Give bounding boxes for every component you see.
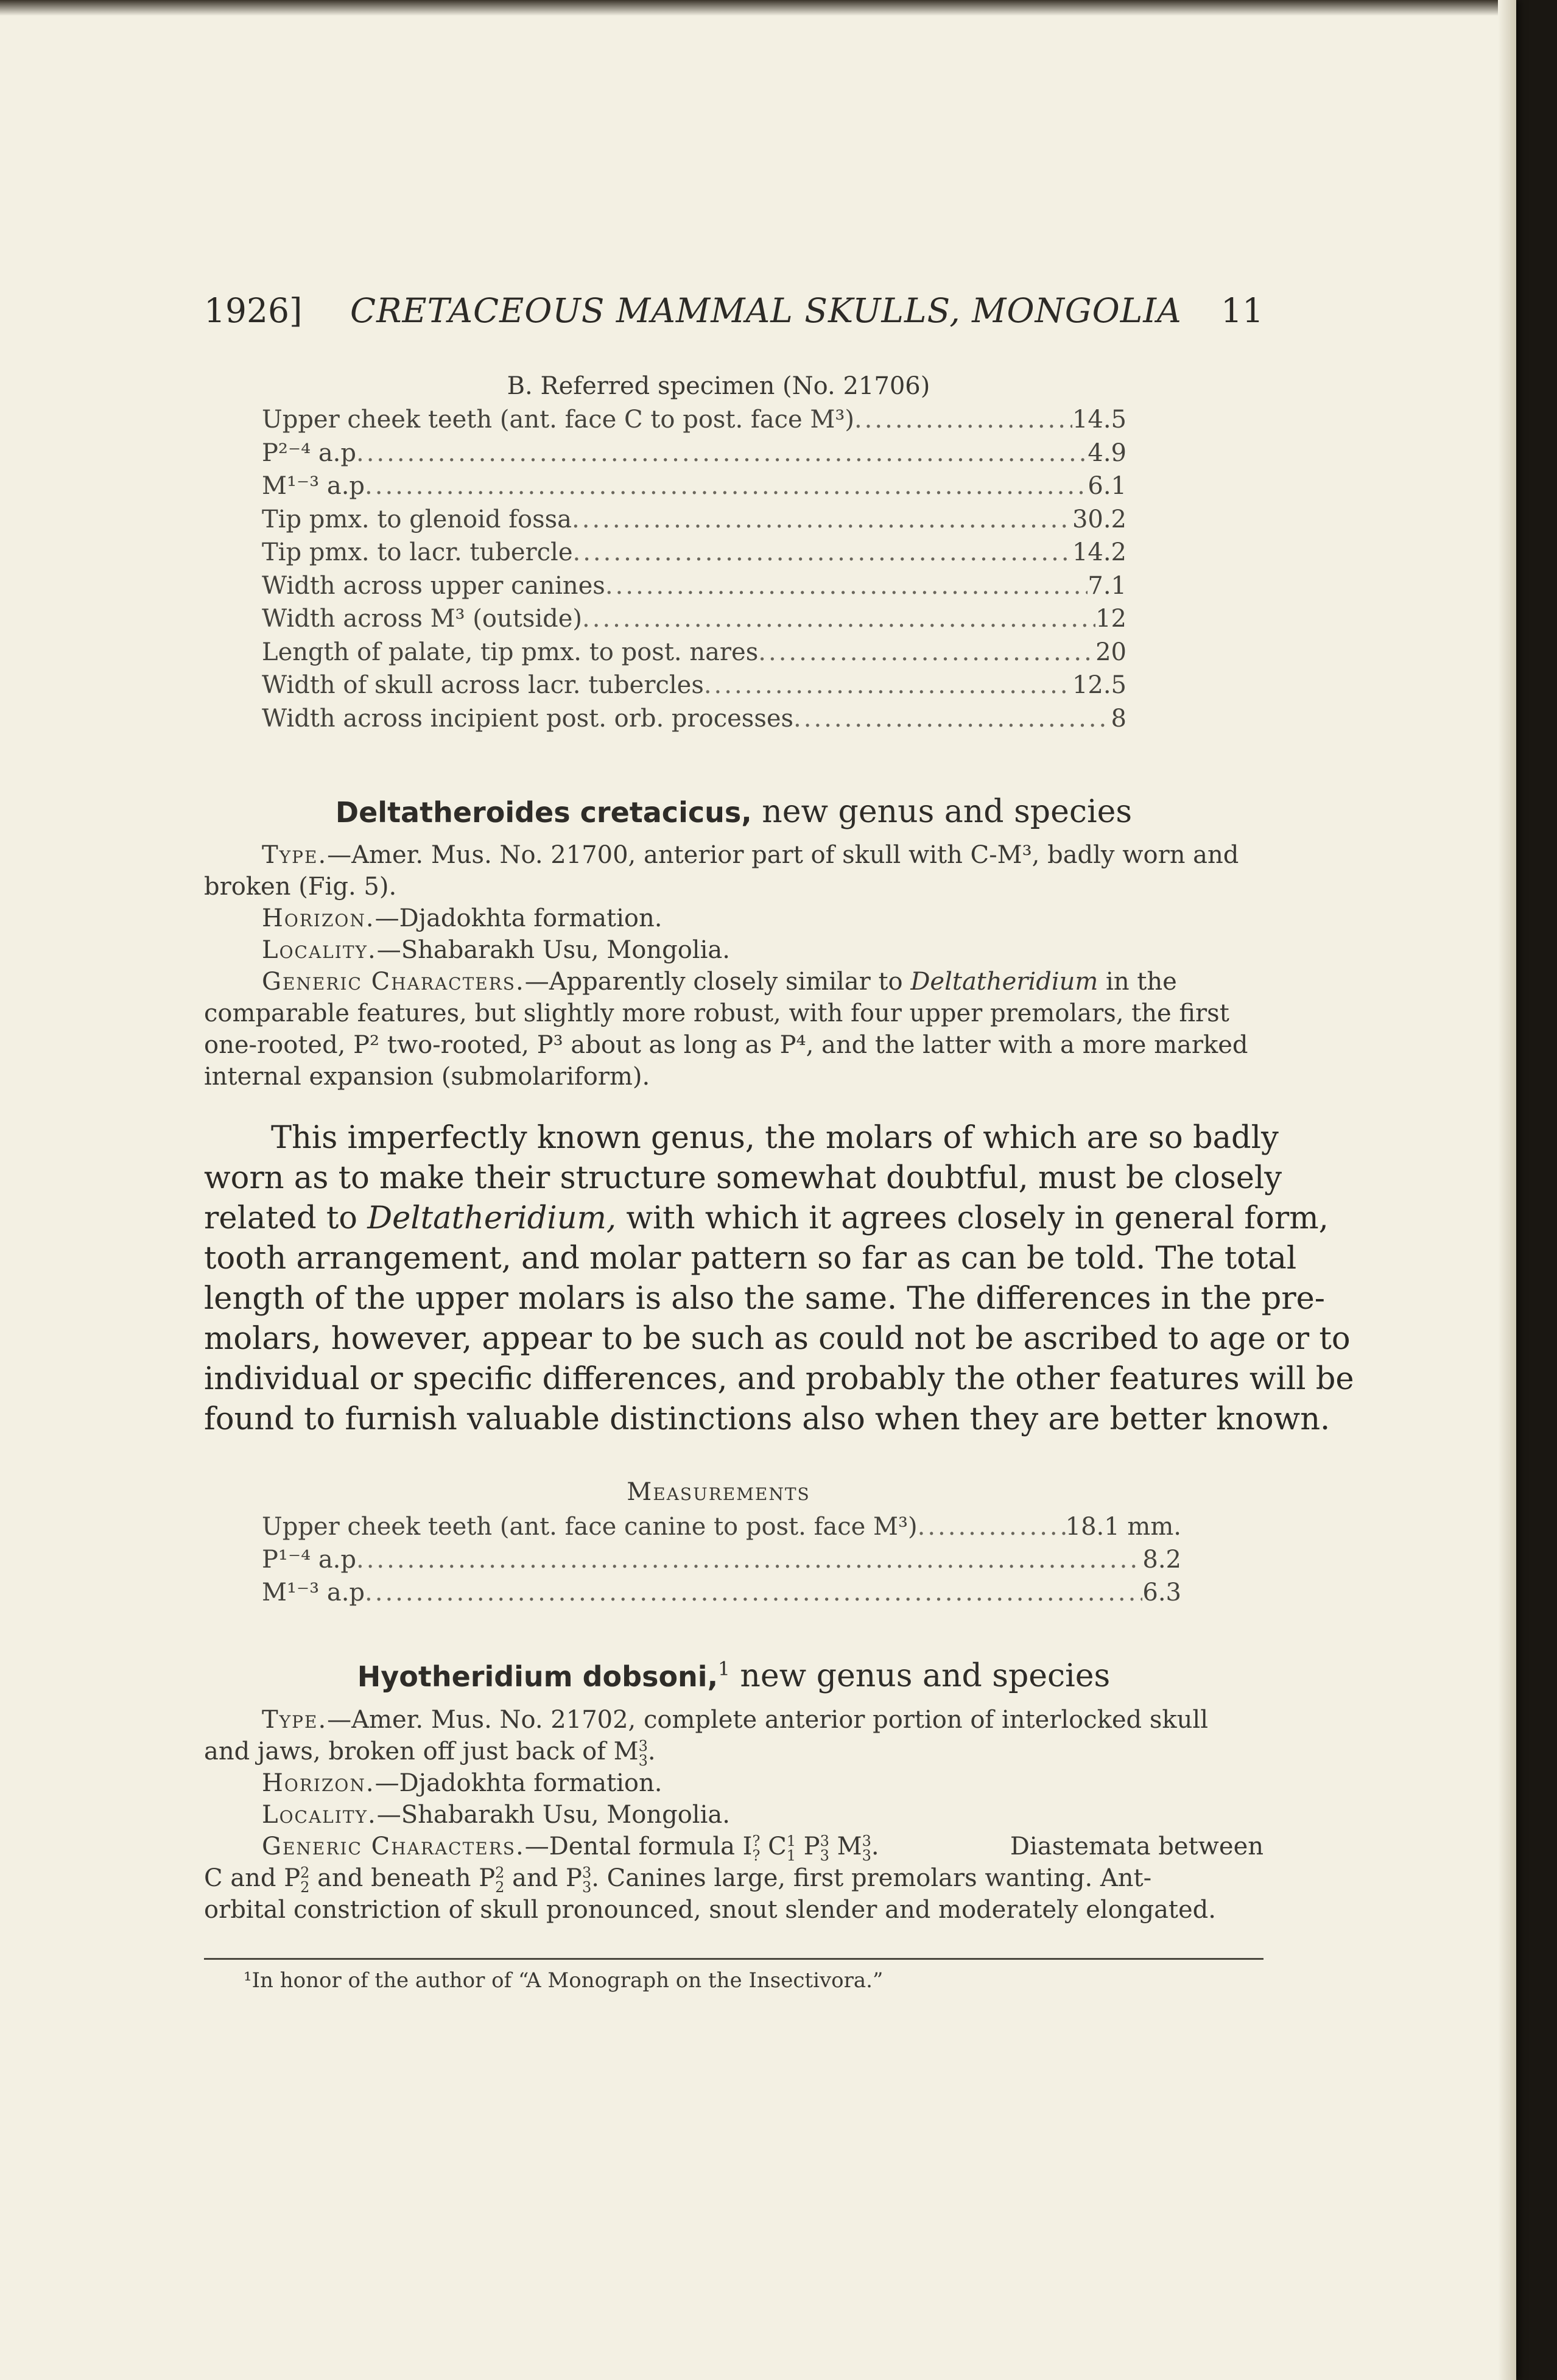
leader-dots (356, 1546, 1142, 1574)
page-right-edge (1498, 0, 1516, 2380)
measurement-row (262, 505, 1126, 537)
measurement-row (262, 605, 1126, 636)
measurement-row (262, 705, 1126, 736)
type-text-cont: and jaws, broken off just back of M (204, 1737, 639, 1766)
leader-dots (758, 638, 1095, 666)
running-header (204, 291, 1264, 334)
para-genus-ref: Deltatheridium, (367, 1200, 617, 1236)
measurement-row (262, 439, 1126, 471)
measurement-label: P¹⁻⁴ a.p (262, 1546, 356, 1574)
hyotheridium-name: Hyotheridium dobsoni, (357, 1660, 719, 1693)
leader-dots (704, 671, 1072, 699)
measurements-title: Measurements (627, 1478, 810, 1506)
leader-dots (918, 1513, 1066, 1541)
measurement-value: 12.5 (1072, 671, 1126, 699)
deltatheroides-name: Deltatheroides cretacicus, (335, 796, 752, 829)
locality-text: —Shabarakh Usu, Mongolia. (376, 936, 730, 964)
measurement-label: Tip pmx. to glenoid fossa (262, 505, 572, 533)
leader-dots (854, 406, 1072, 434)
generic-text: and beneath P (309, 1864, 496, 1892)
deltatheridium-ref: Deltatheridium (910, 968, 1098, 996)
type-text: —Amer. Mus. No. 21702, complete anterior portion of interlocked skull (327, 1706, 1208, 1734)
body-paragraph (204, 1118, 1354, 1526)
footnote: ¹In honor of the author of “A Monograph on the Insectivora.” (244, 1968, 884, 1993)
header-title: CRETACEOUS MAMMAL SKULLS, MONGOLIA (350, 291, 1182, 330)
locality-text: —Shabarakh Usu, Mongolia. (376, 1801, 730, 1829)
measurement-label: Width of skull across lacr. tubercles (262, 671, 704, 699)
para-line: found to furnish valuable distinctions also when they are better known. (204, 1401, 1330, 1437)
leader-dots (793, 705, 1111, 733)
para-line: with which it agrees closely in general form, (616, 1200, 1329, 1236)
deltatheroides-heading (204, 794, 1264, 830)
locality-label: Locality. (262, 936, 377, 964)
measurement-value: 12 (1095, 605, 1126, 633)
measurement-row (262, 406, 1126, 437)
measurement-value: 8 (1111, 704, 1126, 733)
measurement-value: 6.1 (1088, 472, 1126, 500)
page-number: 11 (1221, 291, 1264, 330)
measurement-row (262, 538, 1126, 570)
horizon-text: —Djadokhta formation. (374, 1769, 663, 1797)
generic-label: Generic Characters. (262, 968, 525, 996)
type-text-cont: broken (Fig. 5). (204, 873, 397, 901)
type-label: Type. (262, 1706, 328, 1734)
measurement-value: 8.2 (1142, 1546, 1181, 1574)
generic-text: in the (1098, 968, 1177, 996)
hyotheridium-heading (204, 1658, 1264, 1694)
generic-label: Generic Characters. (262, 1833, 525, 1861)
footnote-marker: 1 (718, 1658, 730, 1680)
para-line: length of the upper molars is also the same. The differences in the pre- (204, 1281, 1326, 1317)
generic-text-2: comparable features, but slightly more robust, with four upper premolars, the first (204, 999, 1229, 1027)
generic-text-3: orbital constriction of skull pronounced, snout slender and moderately elongated. (204, 1896, 1216, 1924)
header-year: 1926] (204, 291, 303, 330)
generic-text: and P (504, 1864, 582, 1892)
measurement-value: 7.1 (1088, 571, 1126, 600)
horizon-label: Horizon. (262, 1769, 375, 1797)
measurement-label: M¹⁻³ a.p (262, 472, 365, 500)
hyotheridium-suffix: new genus and species (729, 1658, 1111, 1694)
generic-text: . Canines large, first premolars wanting. Ant- (591, 1864, 1152, 1892)
deltatheroides-diagnosis (204, 839, 1264, 1107)
measurement-row (262, 572, 1126, 604)
generic-text-4: internal expansion (submolariform). (204, 1063, 650, 1091)
page-top-edge (0, 0, 1516, 16)
type-text: —Amer. Mus. No. 21700, anterior part of skull with C-M³, badly worn and (327, 841, 1239, 869)
type-label: Type. (262, 841, 328, 869)
generic-text: —Apparently closely similar to (524, 968, 911, 996)
horizon-text: —Djadokhta formation. (374, 904, 663, 932)
para-line: related to (204, 1200, 368, 1236)
measurement-value: 20 (1095, 638, 1126, 666)
leader-dots (365, 1579, 1142, 1607)
measurement-value: 30.2 (1072, 505, 1126, 533)
leader-dots (365, 472, 1088, 500)
measurement-label: Width across M³ (outside) (262, 605, 583, 633)
leader-dots (572, 505, 1072, 533)
measurement-value: 18.1 mm. (1065, 1513, 1181, 1541)
measurement-label: Width across upper canines (262, 571, 605, 600)
leader-dots (582, 605, 1095, 633)
measurement-row (262, 472, 1126, 504)
measurement-label: Upper cheek teeth (ant. face C to post. face M³) (262, 406, 854, 434)
measurement-label: Tip pmx. to lacr. tubercle (262, 538, 573, 566)
measurement-label: Width across incipient post. orb. processes (262, 704, 794, 733)
diastemata-text: Diastemata between (1010, 1833, 1264, 1861)
para-line: molars, however, appear to be such as could not be ascribed to age or to (204, 1321, 1351, 1357)
hyotheridium-diagnosis: Type.—Amer. Mus. No. 21702, complete anterior portion of interlocked skull and jaws, broken off just back of M3 3. Horizon.—Djadokhta formation. Locality.—Shabarakh Usu, Mongolia. Generic Characters.—Dental formula I? ? C1 1 P3 3 M3 3. Diastemata between C and P2 2 and beneath P2 2 and P3 3. Canines large, first premolars wanting. Ant- orbital constriction of skull pronounced, snout slender and moderately elongated. (204, 1704, 1264, 1948)
horizon-label: Horizon. (262, 904, 375, 932)
para-line: worn as to make their structure somewhat doubtful, must be closely (204, 1160, 1282, 1196)
measurement-label: P²⁻⁴ a.p (262, 438, 356, 467)
leader-dots (356, 439, 1088, 467)
measurement-value: 14.5 (1072, 406, 1126, 434)
measurement-row (262, 1579, 1181, 1610)
para-line: This imperfectly known genus, the molars of which are so badly (271, 1120, 1279, 1156)
measurement-value: 6.3 (1142, 1579, 1181, 1607)
para-line: individual or specific differences, and probably the other features will be (204, 1361, 1354, 1397)
measurement-label: Upper cheek teeth (ant. face canine to post. face M³) (262, 1513, 918, 1541)
dental-formula: —Dental formula I (524, 1833, 753, 1861)
measurement-value: 14.2 (1072, 538, 1126, 566)
measurement-row (262, 1546, 1181, 1577)
generic-text-3: one-rooted, P² two-rooted, P³ about as long as P⁴, and the latter with a more marked (204, 1031, 1248, 1059)
leader-dots (605, 572, 1088, 600)
measurement-value: 4.9 (1088, 438, 1126, 467)
measurement-row (262, 638, 1126, 670)
leader-dots (573, 538, 1072, 566)
generic-text: C and P (204, 1864, 301, 1892)
footnote-rule (204, 1958, 1264, 1960)
deltatheroides-suffix: new genus and species (762, 794, 1133, 830)
locality-label: Locality. (262, 1801, 377, 1829)
measurement-label: Length of palate, tip pmx. to post. nares (262, 638, 759, 666)
para-line: tooth arrangement, and molar pattern so far as can be told. The total (204, 1241, 1297, 1276)
referred-caption: B. Referred specimen (No. 21706) (507, 372, 930, 400)
measurement-label: M¹⁻³ a.p (262, 1579, 365, 1607)
measurement-row (262, 1513, 1181, 1544)
measurement-row (262, 671, 1126, 703)
